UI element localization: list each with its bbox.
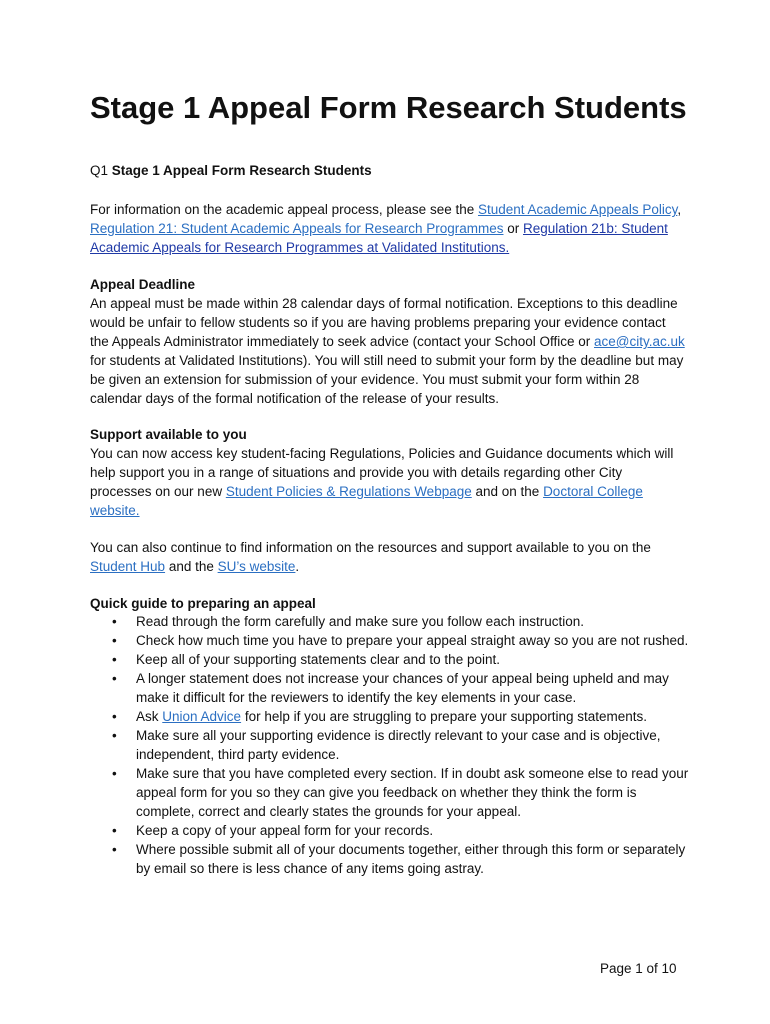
list-item (90, 821, 690, 840)
support-text-and: and on the (471, 484, 544, 499)
intro-or: or (503, 221, 523, 236)
guide-list (90, 612, 690, 878)
deadline-text-continued: for students at Validated Institutions). You will still need to submit your form by the deadline but may be given an extension for submission of your evidence. You must submit your form within 28 calendar days of the formal notification of the release of your results. (90, 353, 684, 406)
resources-text-and: and the (165, 559, 218, 574)
resources-text: You can also continue to find information on the resources and support available to you on the (90, 540, 651, 555)
deadline-section (90, 275, 685, 408)
union-advice-link[interactable]: Union Advice (162, 709, 242, 724)
page-title: Stage 1 Appeal Form Research Students (90, 90, 687, 125)
question-number: Q1 (90, 163, 109, 178)
policies-regulations-link[interactable]: Student Policies & Regulations Webpage (225, 484, 472, 499)
bullet-icon: • (112, 823, 117, 838)
list-item-text: Keep all of your supporting statements clear and to the point. (136, 652, 500, 667)
bullet-icon: • (112, 652, 117, 667)
appeals-policy-link[interactable]: Student Academic Appeals Policy (477, 202, 678, 217)
bullet-icon: • (112, 766, 117, 781)
intro-text: For information on the academic appeal process, please see the (90, 202, 478, 217)
intro-paragraph (90, 200, 685, 257)
list-item (90, 612, 690, 631)
question-title: Stage 1 Appeal Form Research Students (111, 163, 372, 178)
list-item (90, 669, 690, 707)
list-item-text: Check how much time you have to prepare your appeal straight away so you are not rushed. (136, 633, 689, 648)
list-item (90, 650, 690, 669)
support-section (90, 425, 685, 520)
list-item (90, 764, 690, 821)
bullet-icon: • (112, 671, 117, 686)
list-item-text: Ask (136, 709, 163, 724)
list-item-text: Keep a copy of your appeal form for your records. (136, 823, 434, 838)
guide-heading: Quick guide to preparing an appeal (90, 596, 316, 611)
document-page (90, 0, 690, 1024)
support-heading: Support available to you (90, 427, 247, 442)
student-hub-link[interactable]: Student Hub (90, 559, 166, 574)
list-item (90, 840, 690, 878)
resources-period: . (295, 559, 300, 574)
question-header (90, 163, 372, 178)
guide-heading-block (90, 594, 685, 613)
bullet-icon: • (112, 842, 117, 857)
list-item-text: Make sure all your supporting evidence is directly relevant to your case and is objective, independent, third party evidence. (136, 728, 661, 762)
list-item-text: Make sure that you have completed every section. If in doubt ask someone else to read your appeal form for you so they can give you feedback on whether they think the form is complete, correct and clearly states the grounds for your appeal. (136, 766, 689, 819)
bullet-icon: • (112, 709, 117, 724)
list-item-text: Where possible submit all of your documents together, either through this form or separately by email so there is less chance of any items going astray. (136, 842, 686, 876)
bullet-icon: • (112, 728, 117, 743)
list-item-text: Read through the form carefully and make sure you follow each instruction. (136, 614, 584, 629)
list-item-text: A longer statement does not increase your chances of your appeal being upheld and may make it difficult for the reviewers to identify the key elements in your case. (136, 671, 669, 705)
doctoral-college-link[interactable]: Doctoral College website. (90, 484, 643, 518)
deadline-heading: Appeal Deadline (90, 277, 196, 292)
support-text: You can now access key student-facing Regulations, Policies and Guidance documents which will help support you in a range of situations and provide you with details regarding other City processes on our new (90, 446, 674, 499)
list-item (90, 631, 690, 650)
deadline-text: An appeal must be made within 28 calendar days of formal notification. Exceptions to this deadline would be unfair to fellow students so if you are having problems preparing your evidence contact the Appeals Administrator immediately to seek advice (contact your School Office or (90, 296, 678, 349)
bullet-icon: • (112, 633, 117, 648)
regulation-21b-link[interactable]: Regulation 21b: Student Academic Appeals for Research Programmes at Validated Institutions. (90, 221, 668, 255)
intro-separator: , (677, 202, 682, 217)
su-website-link[interactable]: SU’s website (217, 559, 296, 574)
resources-paragraph (90, 538, 685, 576)
ace-email-link[interactable]: ace@city.ac.uk (594, 334, 685, 349)
list-item-text: for help if you are struggling to prepare your supporting statements. (241, 709, 648, 724)
bullet-icon: • (112, 614, 117, 629)
list-item (90, 726, 690, 764)
page-number: Page 1 of 10 (600, 961, 677, 976)
list-item (90, 707, 690, 726)
regulation-21-link[interactable]: Regulation 21: Student Academic Appeals for Research Programmes (90, 221, 504, 236)
